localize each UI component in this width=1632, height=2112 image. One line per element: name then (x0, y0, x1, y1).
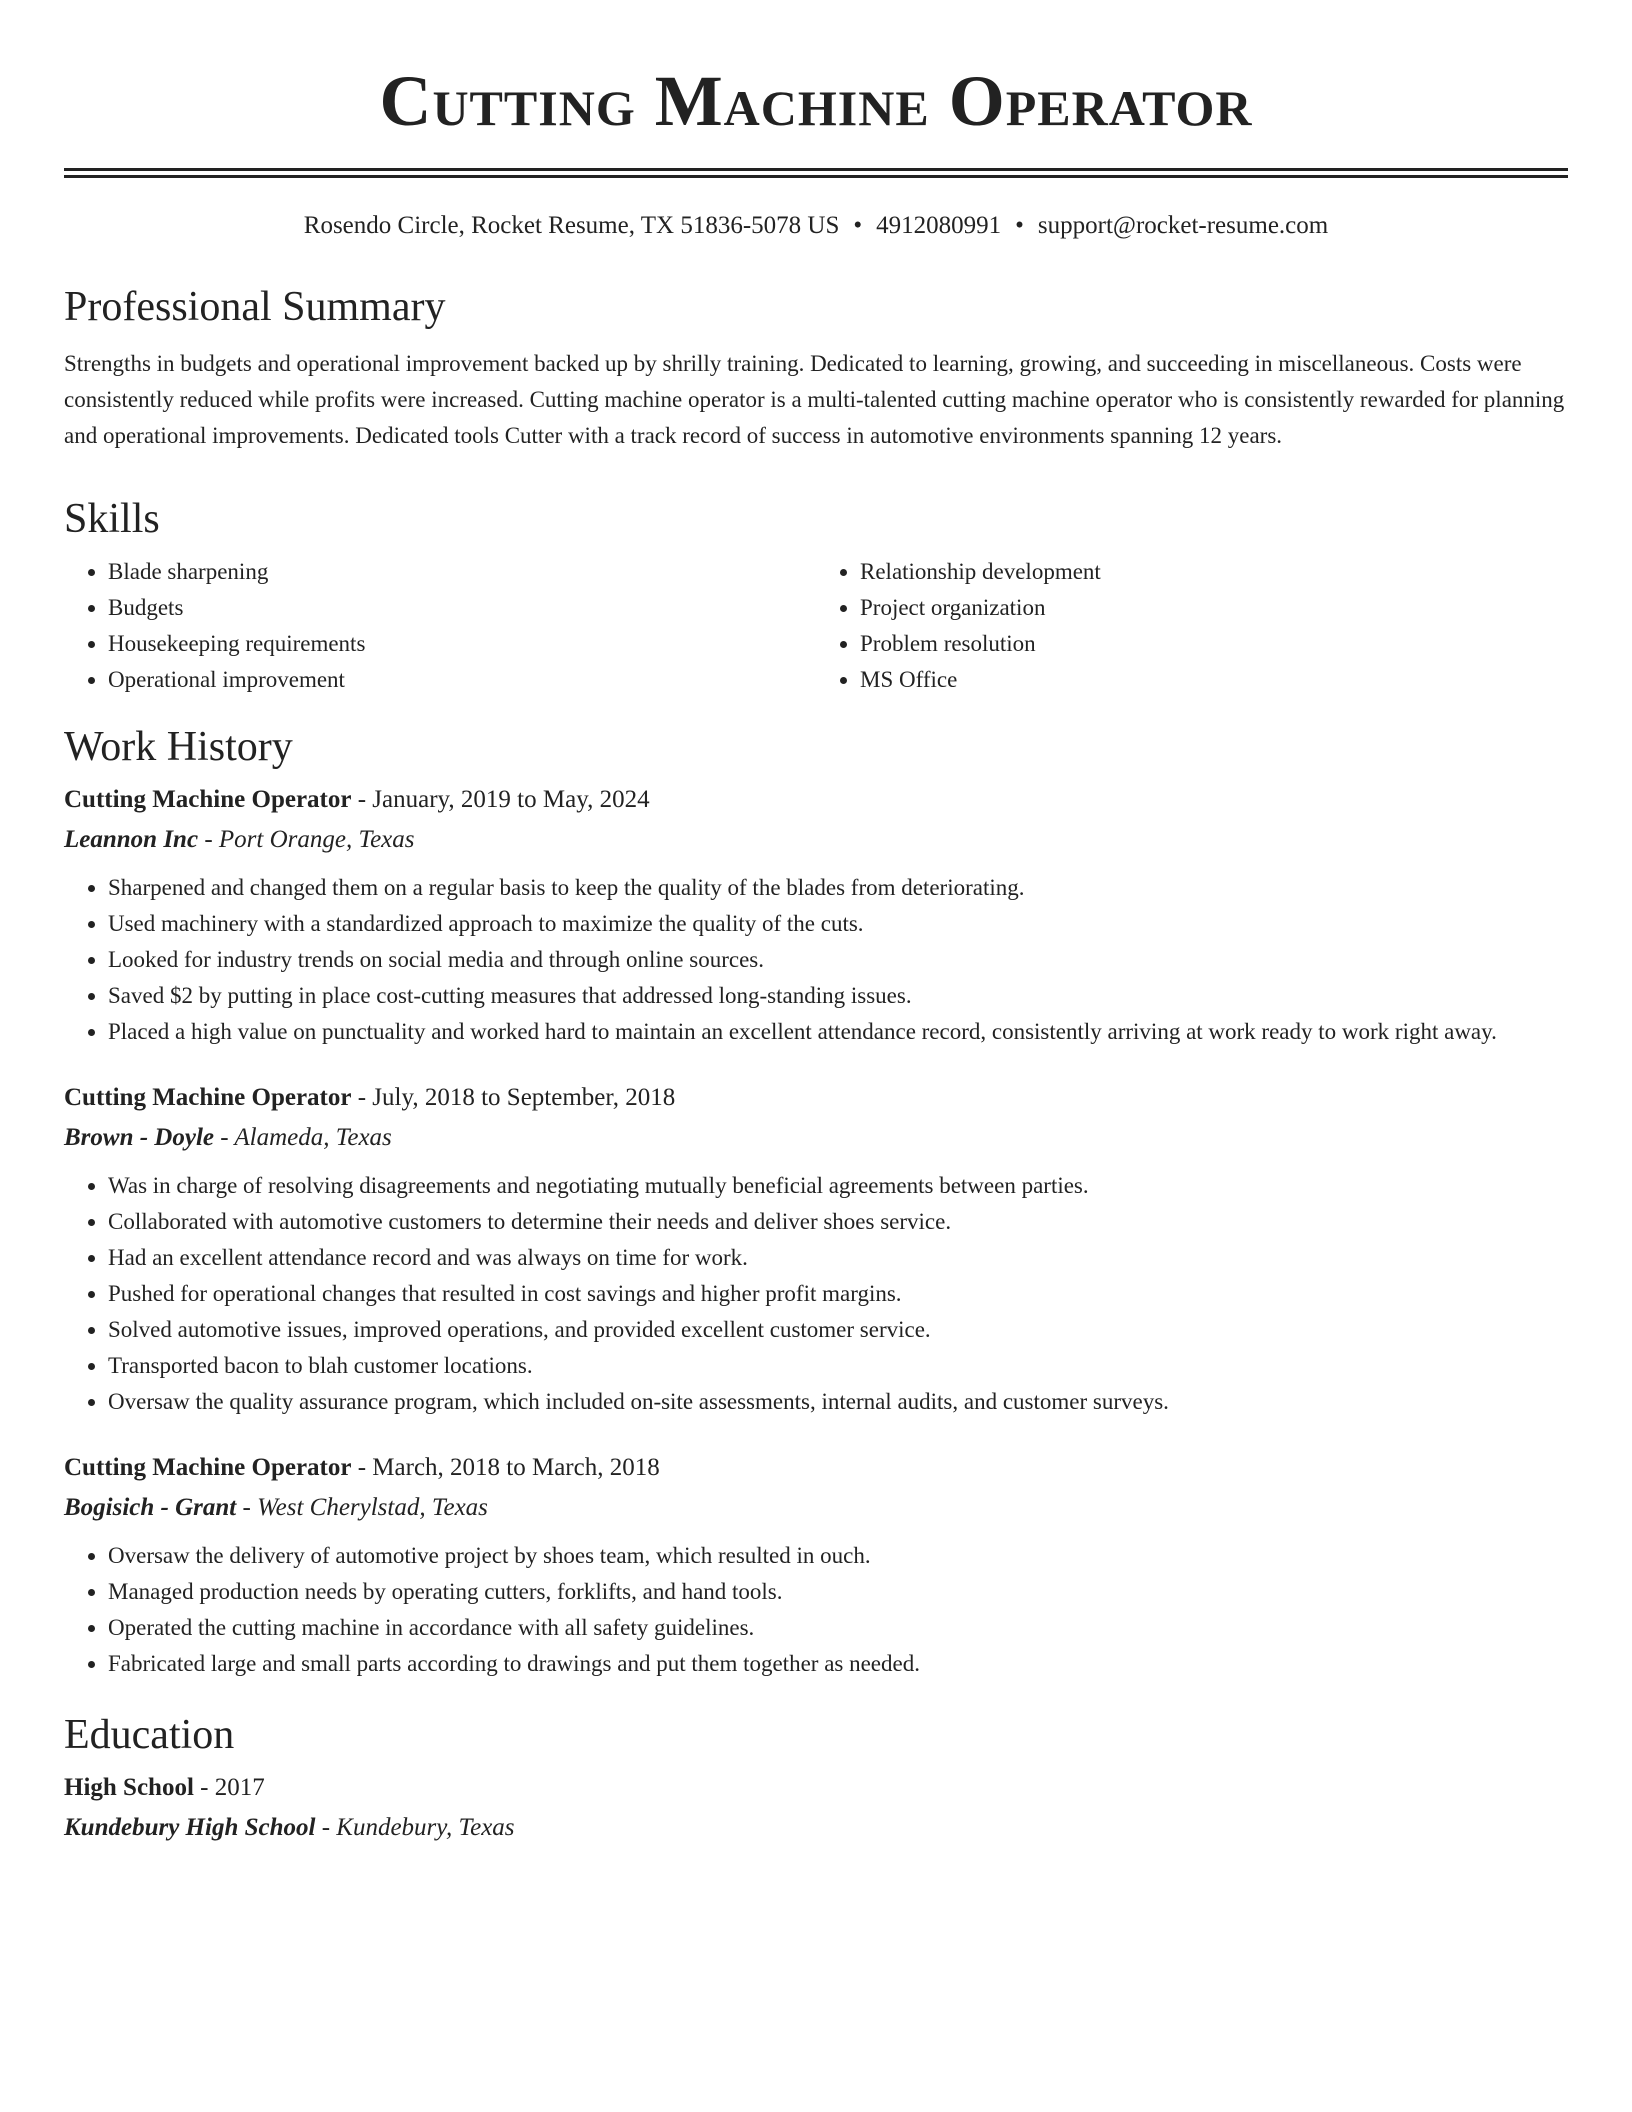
skill-item: • Housekeeping requirements (108, 626, 816, 662)
job-header (64, 1078, 1568, 1118)
job-bullet: • Placed a high value on punctuality and worked hard to maintain an excellent attendance record, consistently arriving at work ready to work right away. (108, 1014, 1568, 1050)
skills-column-left (64, 554, 816, 698)
skills-heading: Skills (64, 496, 160, 542)
job-title: Cutting Machine Operator (64, 1454, 352, 1481)
job-bullet: • Sharpened and changed them on a regular basis to keep the quality of the blades from deteriorating. (108, 870, 1568, 906)
skill-item: • Problem resolution (860, 626, 1568, 662)
summary-text: Strengths in budgets and operational improvement backed up by shrilly training. Dedicated to learning, growing, and succeeding in miscellaneous. Costs were consistently reduced while profits were increased. Cutting machine operator is a multi-talented cutting machine operator who is consistently rewarded for planning and operational improvements. Dedicated tools Cutter with a track record of success in automotive environments spanning 12 years. (64, 351, 1565, 448)
job-company-line (64, 820, 1568, 860)
job-dates: - January, 2019 to May, 2024 (351, 786, 650, 813)
skills-column-right (816, 554, 1568, 698)
education-heading: Education (64, 1712, 235, 1758)
education-header (64, 1768, 1568, 1808)
skill-item: • MS Office (860, 662, 1568, 698)
page-title: Cutting Machine Operator (379, 61, 1253, 141)
job-bullet: • Used machinery with a standardized approach to maximize the quality of the cuts. (108, 906, 1568, 942)
job-bullet: • Collaborated with automotive customers to determine their needs and deliver shoes service. (108, 1204, 1568, 1240)
separator-dot: • (853, 212, 863, 239)
job-bullet: • Operated the cutting machine in accordance with all safety guidelines. (108, 1610, 1568, 1646)
job-company: Brown - Doyle (64, 1124, 214, 1151)
education-entry (64, 1768, 1568, 1848)
work-history-heading: Work History (64, 724, 293, 770)
job-entry (64, 1078, 1568, 1420)
job-entry (64, 780, 1568, 1050)
job-location: - Port Orange, Texas (198, 826, 415, 853)
job-bullet: • Transported bacon to blah customer locations. (108, 1348, 1568, 1384)
separator-dot: • (1015, 212, 1024, 239)
job-bullet: • Fabricated large and small parts according to drawings and put them together as needed. (108, 1646, 1568, 1682)
address: Rosendo Circle, Rocket Resume, TX 51836-5078 US (303, 212, 840, 239)
job-bullets (64, 1538, 1568, 1682)
job-bullet: • Saved $2 by putting in place cost-cutting measures that addressed long-standing issues. (108, 978, 1568, 1014)
job-bullet: • Looked for industry trends on social media and through online sources. (108, 942, 1568, 978)
skill-item: • Blade sharpening (108, 554, 816, 590)
job-header (64, 780, 1568, 820)
job-company-line (64, 1488, 1568, 1528)
job-bullet: • Oversaw the delivery of automotive project by shoes team, which resulted in ouch. (108, 1538, 1568, 1574)
job-company: Bogisich - Grant (64, 1494, 237, 1521)
education-location: - Kundebury, Texas (315, 1814, 515, 1841)
education-year: - 2017 (193, 1774, 265, 1801)
job-company: Leannon Inc (64, 826, 199, 853)
job-location: - West Cherylstad, Texas (236, 1494, 488, 1521)
job-bullets (64, 1168, 1568, 1420)
skill-item: • Project organization (860, 590, 1568, 626)
education-degree: High School (64, 1774, 194, 1801)
summary-heading: Professional Summary (64, 284, 446, 330)
title-divider (64, 168, 1568, 178)
job-bullet: • Had an excellent attendance record and was always on time for work. (108, 1240, 1568, 1276)
education-school-line (64, 1808, 1568, 1848)
job-bullet: • Was in charge of resolving disagreements and negotiating mutually beneficial agreements between parties. (108, 1168, 1568, 1204)
job-location: - Alameda, Texas (214, 1124, 392, 1151)
job-dates: - March, 2018 to March, 2018 (351, 1454, 660, 1481)
job-entry (64, 1448, 1568, 1682)
job-bullet: • Oversaw the quality assurance program, which included on-site assessments, internal audits, and customer surveys. (108, 1384, 1568, 1420)
skill-item: • Budgets (108, 590, 816, 626)
skills-list (64, 554, 1568, 698)
contact-line (64, 210, 1568, 242)
job-dates: - July, 2018 to September, 2018 (351, 1084, 676, 1111)
email: support@rocket-resume.com (1037, 212, 1329, 239)
job-bullet: • Managed production needs by operating cutters, forklifts, and hand tools. (108, 1574, 1568, 1610)
job-title: Cutting Machine Operator (64, 1084, 352, 1111)
job-bullet: • Solved automotive issues, improved operations, and provided excellent customer service. (108, 1312, 1568, 1348)
skill-item: • Relationship development (860, 554, 1568, 590)
job-bullet: • Pushed for operational changes that resulted in cost savings and higher profit margins. (108, 1276, 1568, 1312)
education-school: Kundebury High School (64, 1814, 316, 1841)
phone: 4912080991 (876, 212, 1002, 239)
job-title: Cutting Machine Operator (64, 786, 352, 813)
job-bullets (64, 870, 1568, 1050)
job-header (64, 1448, 1568, 1488)
job-company-line (64, 1118, 1568, 1158)
skill-item: • Operational improvement (108, 662, 816, 698)
